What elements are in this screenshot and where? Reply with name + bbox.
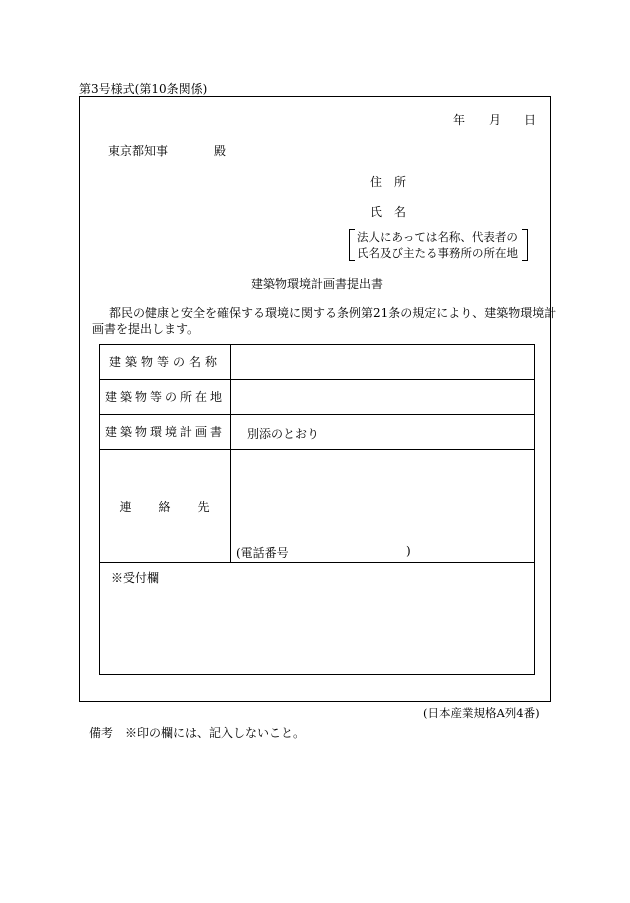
date-day: 日 bbox=[524, 113, 537, 127]
address-label: 住 所 bbox=[370, 175, 407, 189]
note-line-1: 法人にあっては名称、代表者の bbox=[357, 230, 518, 244]
row-divider bbox=[100, 562, 534, 563]
reception-label: ※受付欄 bbox=[111, 571, 160, 585]
addressee-honorific: 殿 bbox=[214, 144, 227, 158]
contact-label: 連 絡 先 bbox=[119, 500, 211, 514]
remarks: 備考 ※印の欄には、記入しないこと。 bbox=[89, 726, 306, 740]
phone-number-label: (電話番号 bbox=[236, 546, 289, 560]
application-table bbox=[99, 344, 535, 675]
environment-plan-value: 別添のとおり bbox=[247, 427, 320, 441]
paper-size-note: (日本産業規格A列4番) bbox=[423, 706, 540, 720]
date-month: 月 bbox=[489, 113, 502, 127]
addressee-name: 東京都知事 bbox=[108, 144, 169, 158]
note-bracket-right bbox=[522, 229, 528, 261]
environment-plan-label: 建築物環境計画書 bbox=[104, 425, 225, 439]
phone-number-close: ) bbox=[406, 544, 411, 558]
building-location-label: 建築物等の所在地 bbox=[104, 390, 225, 404]
form-number: 第3号様式(第10条関係) bbox=[79, 82, 208, 96]
note-bracket-left bbox=[349, 229, 355, 261]
document-title: 建築物環境計画書提出書 bbox=[251, 277, 384, 291]
name-label: 氏 名 bbox=[370, 205, 407, 219]
note-line-2: 氏名及び主たる事務所の所在地 bbox=[357, 246, 518, 260]
building-name-label: 建築物等の名称 bbox=[108, 355, 221, 369]
body-line-1: 都民の健康と安全を確保する環境に関する条例第21条の規定により、建築物環境計 bbox=[109, 306, 557, 320]
body-line-2: 画書を提出します。 bbox=[92, 322, 200, 336]
row-divider bbox=[100, 449, 534, 450]
date-year: 年 bbox=[453, 113, 466, 127]
label-divider bbox=[230, 345, 231, 562]
